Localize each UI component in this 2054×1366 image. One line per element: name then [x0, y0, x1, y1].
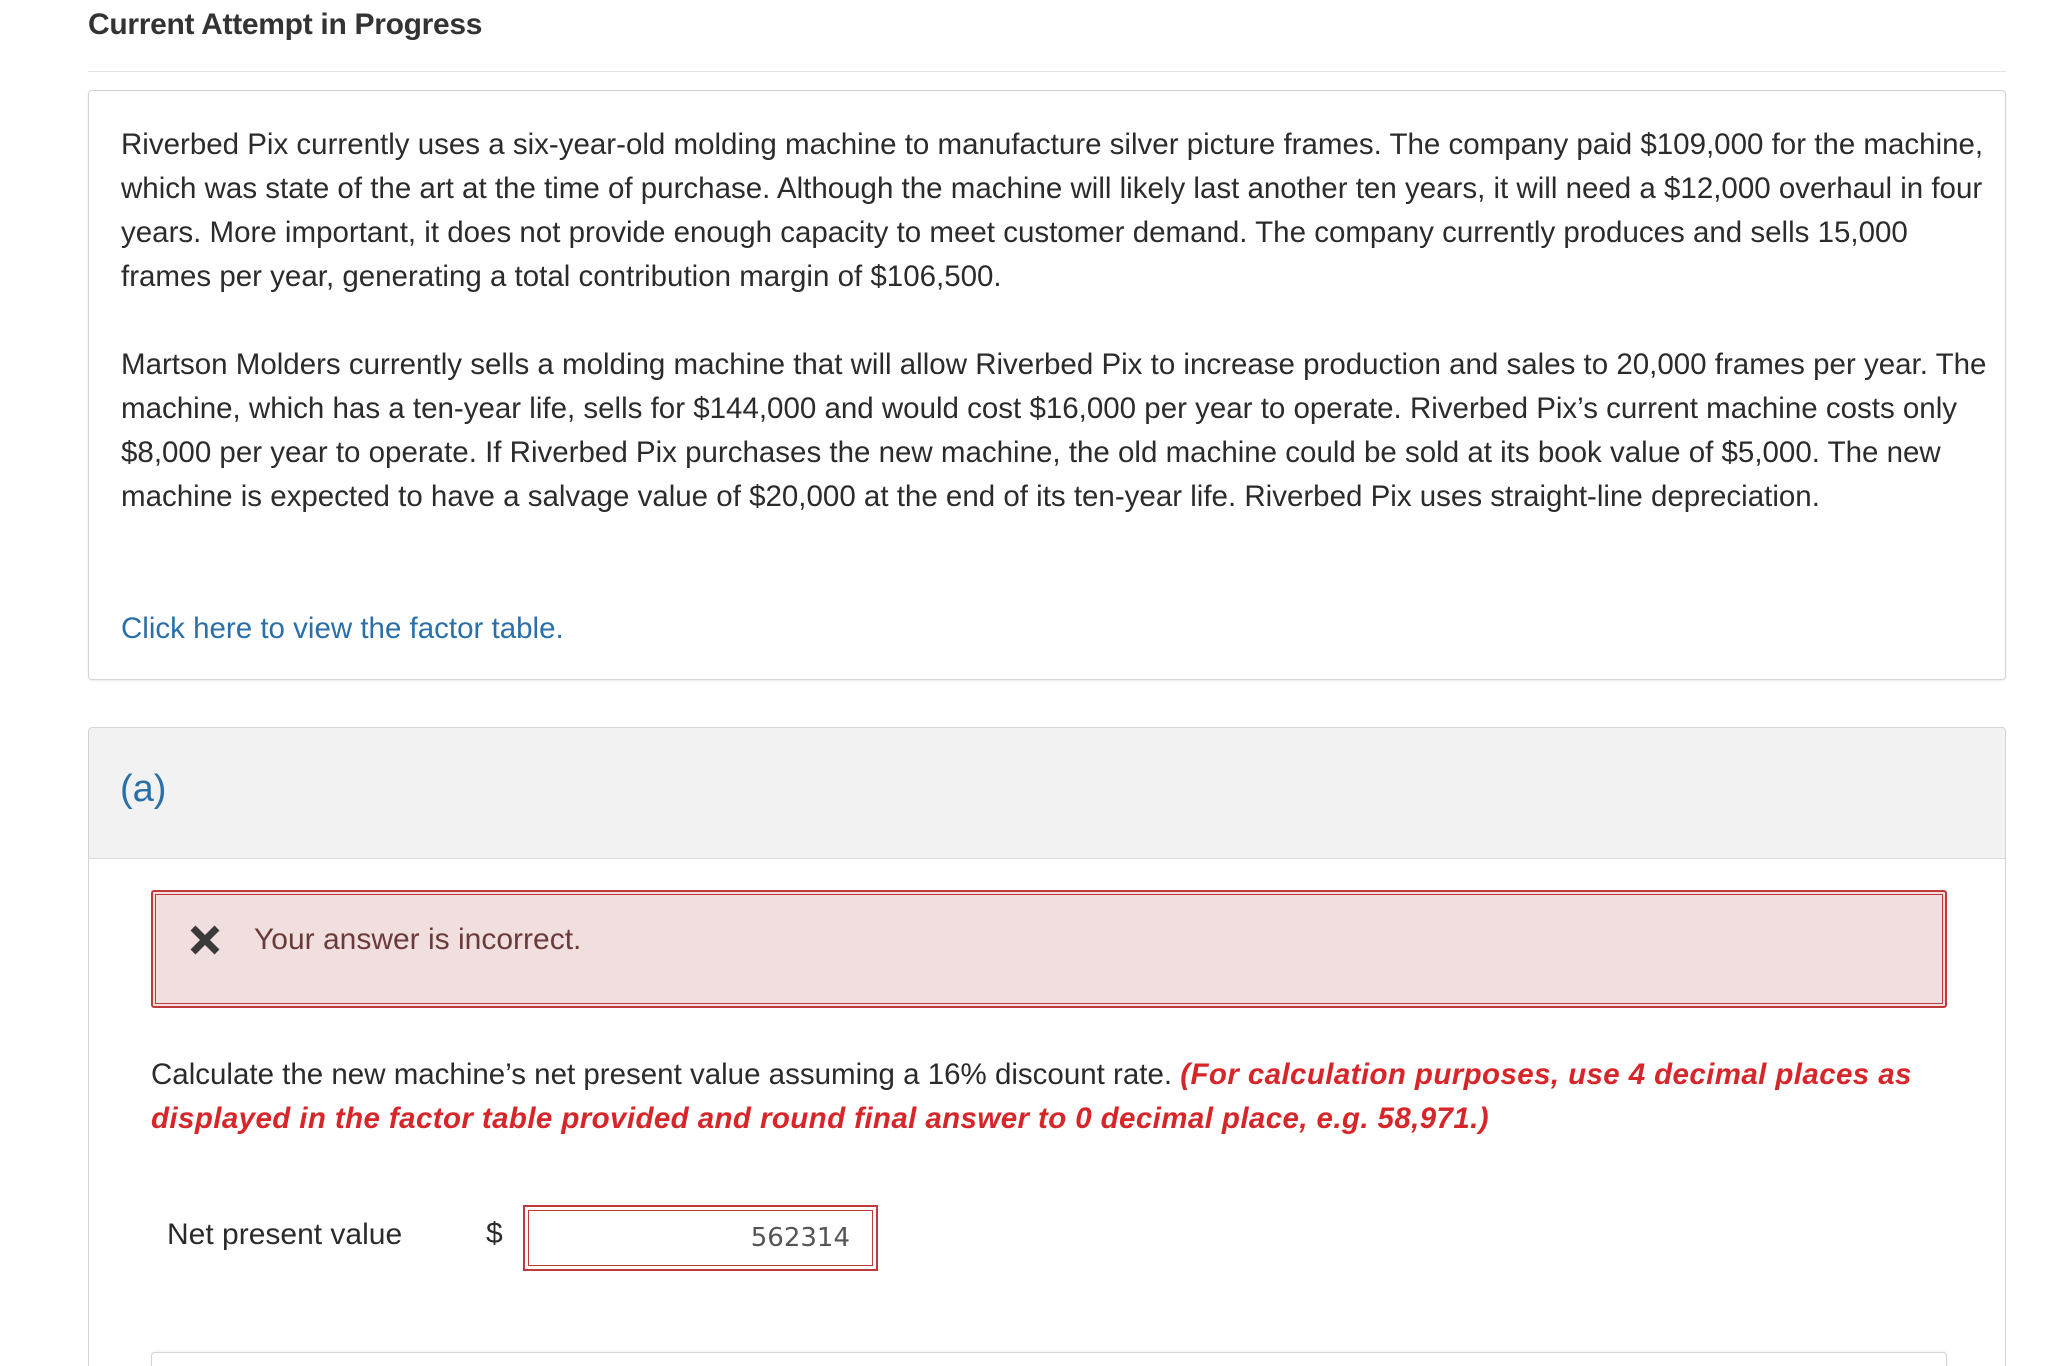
question-paragraph-2: Martson Molders currently sells a molding machine that will allow Riverbed Pix to increase production and sales to 20,000 frames per year. The machine, which has a ten-year life, sells for $144,000 and would cost $16,000 per year to operate. Riverbed Pix’s current machine costs only $8,000 per year to operate. If Riverbed Pix purchases the new machine, the old machine could be sold at its book value of $5,000. The new machine is expected to have a salvage value of $20,000 at the end of its ten-year life. Riverbed Pix uses straight-line depreciation.	[121, 348, 1987, 513]
feedback-inner	[155, 894, 1943, 1004]
close-x-icon	[188, 923, 222, 957]
factor-table-link[interactable]: Click here to view the factor table.	[121, 612, 564, 645]
part-a-card	[88, 727, 2006, 1366]
incorrect-feedback-box	[151, 890, 1947, 1008]
npv-input[interactable]	[528, 1210, 873, 1266]
part-a-label: (a)	[120, 768, 167, 810]
currency-symbol: $	[486, 1217, 503, 1250]
next-section-panel	[151, 1352, 1947, 1366]
feedback-text: Your answer is incorrect.	[254, 923, 582, 956]
instruction-hint: (For calculation purposes, use 4 decimal places as displayed in the factor table provided and round final answer to 0 decimal place, e.g. 58,971.)	[151, 1058, 1912, 1135]
part-a-header	[89, 728, 2005, 859]
npv-label: Net present value	[167, 1218, 403, 1251]
question-paragraph-1: Riverbed Pix currently uses a six-year-old molding machine to manufacture silver picture frames. The company paid $109,000 for the machine, which was state of the art at the time of purchase. Although the machine will likely last another ten years, it will need a $12,000 overhaul in four years. More important, it does not provide enough capacity to meet customer demand. The company currently produces and sells 15,000 frames per year, generating a total contribution margin of $106,500.	[121, 128, 1984, 293]
instruction-text: Calculate the new machine’s net present value assuming a 16% discount rate.	[151, 1058, 1173, 1091]
title-divider	[88, 71, 2006, 72]
question-card	[88, 90, 2006, 680]
part-a-instruction	[151, 1053, 1951, 1141]
npv-input-wrapper	[523, 1205, 878, 1271]
attempt-title: Current Attempt in Progress	[88, 8, 483, 41]
